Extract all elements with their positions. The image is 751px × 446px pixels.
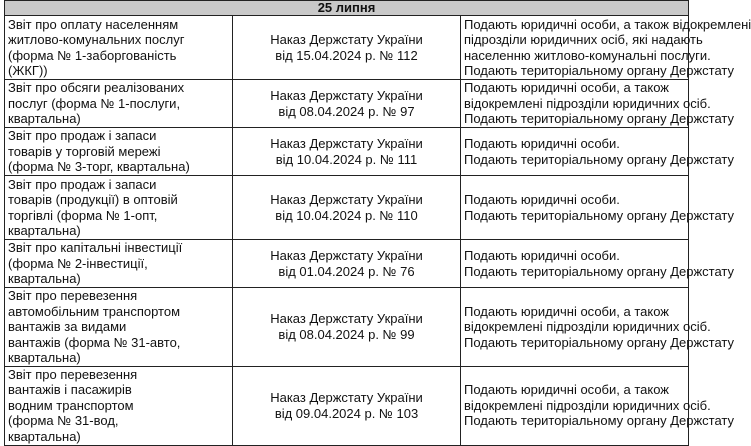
report-name-line: послуг (форма № 1-послуги, [8,95,181,111]
report-name-line: квартальна) [8,428,81,444]
report-name-line: Звіт про продаж і запаси [8,176,157,192]
submitters-line: Подають юридичні особи, а також [464,303,669,319]
report-name-line: (форма № 3-торг, квартальна) [8,159,190,175]
report-name-line: Звіт про оплату населенням [8,16,179,32]
submitters-cell [461,128,735,176]
date-header-row [5,1,689,16]
report-name-cell [5,288,233,367]
submitters-cell [461,288,735,367]
order-line: Наказ Держстату України [270,88,423,103]
report-name-line: автомобільним транспортом [8,303,181,319]
date-header: 25 липня [5,1,689,16]
order-line: від 01.04.2024 р. № 76 [278,263,415,279]
table-row [5,80,689,128]
table-row [5,288,689,367]
submitters-line: Подають територіальному органу Держстату [464,263,735,279]
submitters-line: Подають юридичні особи. [464,192,620,207]
submitters-line: Подають територіальному органу Держстату [464,111,735,127]
report-name-cell [5,176,233,240]
submitters-line: Подають територіальному органу Держстату [464,207,735,223]
submitters-cell [461,366,735,445]
submitters-line: Подають юридичні особи, а також [464,382,669,398]
report-name-line: Звіт про капітальні інвестиції [8,240,183,256]
report-name-line: квартальна) [8,223,81,238]
submitters-line: Подають юридичні особи, а також відокремлені [464,16,751,32]
order-line: від 15.04.2024 р. № 112 [275,47,418,63]
report-name-cell [5,80,233,128]
report-name-line: Звіт про перевезення [8,366,138,382]
report-name-line: (форма № 31-вод, [8,413,119,429]
report-name-line: товарів (продукції) в оптовій [8,192,178,207]
order-line: від 09.04.2024 р. № 103 [274,405,419,421]
order-cell [233,288,461,367]
order-cell [233,80,461,128]
table-row [5,176,689,240]
order-cell [233,16,461,80]
order-line: Наказ Держстату України [270,32,423,47]
order-line: від 08.04.2024 р. № 97 [278,103,415,119]
report-name-line: квартальна) [8,271,81,287]
report-name-line: торгівлі (форма № 1-опт, [8,207,158,223]
order-line: Наказ Держстату України [270,390,423,405]
submitters-cell [461,16,751,80]
order-cell [233,128,461,176]
order-line: від 10.04.2024 р. № 111 [275,151,418,167]
submitters-line: підрозділи юридичних осіб, які надають [464,32,703,47]
submitters-line: Подають територіальному органу Держстату [464,334,735,350]
table-row [5,366,689,445]
report-name-cell [5,128,233,176]
submitters-line: Подають юридичні особи, а також [464,80,669,96]
report-name-line: товарів у торговій мережі [8,143,161,159]
order-line: від 10.04.2024 р. № 110 [275,207,418,223]
report-name-line: вантажів і пасажирів [8,382,132,398]
report-name-line: (ЖКГ)) [8,63,48,78]
report-name-line: Звіт про обсяги реалізованих [8,80,185,96]
report-name-line: водним транспортом [8,397,134,413]
report-name-cell [5,366,233,445]
submitters-cell [461,176,735,240]
report-name-line: квартальна) [8,111,81,127]
submitters-cell [461,240,735,288]
report-name-cell [5,16,233,80]
submitters-line: Подають територіальному органу Держстату [464,63,735,78]
report-name-line: Звіт про перевезення [8,288,138,303]
order-line: Наказ Держстату України [270,136,423,151]
submitters-line: населенню житлово-комунальні послуги. [464,47,711,63]
reports-table-wrapper [4,0,751,446]
report-name-cell [5,240,233,288]
order-line: Наказ Держстату України [270,192,423,207]
report-name-line: (форма № 2-інвестиції, [8,255,148,271]
order-line: Наказ Держстату України [270,248,423,263]
submitters-cell [461,80,735,128]
submitters-line: Подають територіальному органу Держстату [464,413,735,429]
submitters-line: Подають юридичні особи. [464,248,620,263]
order-line: від 08.04.2024 р. № 99 [278,326,415,342]
table-row [5,128,689,176]
submitters-line: відокремлені підрозділи юридичних осіб. [464,319,711,334]
order-cell [233,366,461,445]
order-line: Наказ Держстату України [270,311,423,327]
report-name-line: квартальна) [8,350,81,365]
table-row [5,16,689,80]
report-name-line: (форма № 1-заборгованість [8,47,177,63]
submitters-line: Подають юридичні особи. [464,136,620,151]
report-name-line: житлово-комунальних послуг [8,32,185,47]
submitters-line: Подають територіальному органу Держстату [464,151,735,167]
submitters-line: відокремлені підрозділи юридичних осіб. [464,397,711,413]
submitters-line: відокремлені підрозділи юридичних осіб. [464,95,711,111]
report-name-line: Звіт про продаж і запаси [8,128,157,144]
table-row [5,240,689,288]
order-cell [233,176,461,240]
order-cell [233,240,461,288]
reports-table [4,0,751,446]
report-name-line: вантажів за видами [8,319,127,334]
report-name-line: вантажів (форма № 31-авто, [8,334,181,350]
